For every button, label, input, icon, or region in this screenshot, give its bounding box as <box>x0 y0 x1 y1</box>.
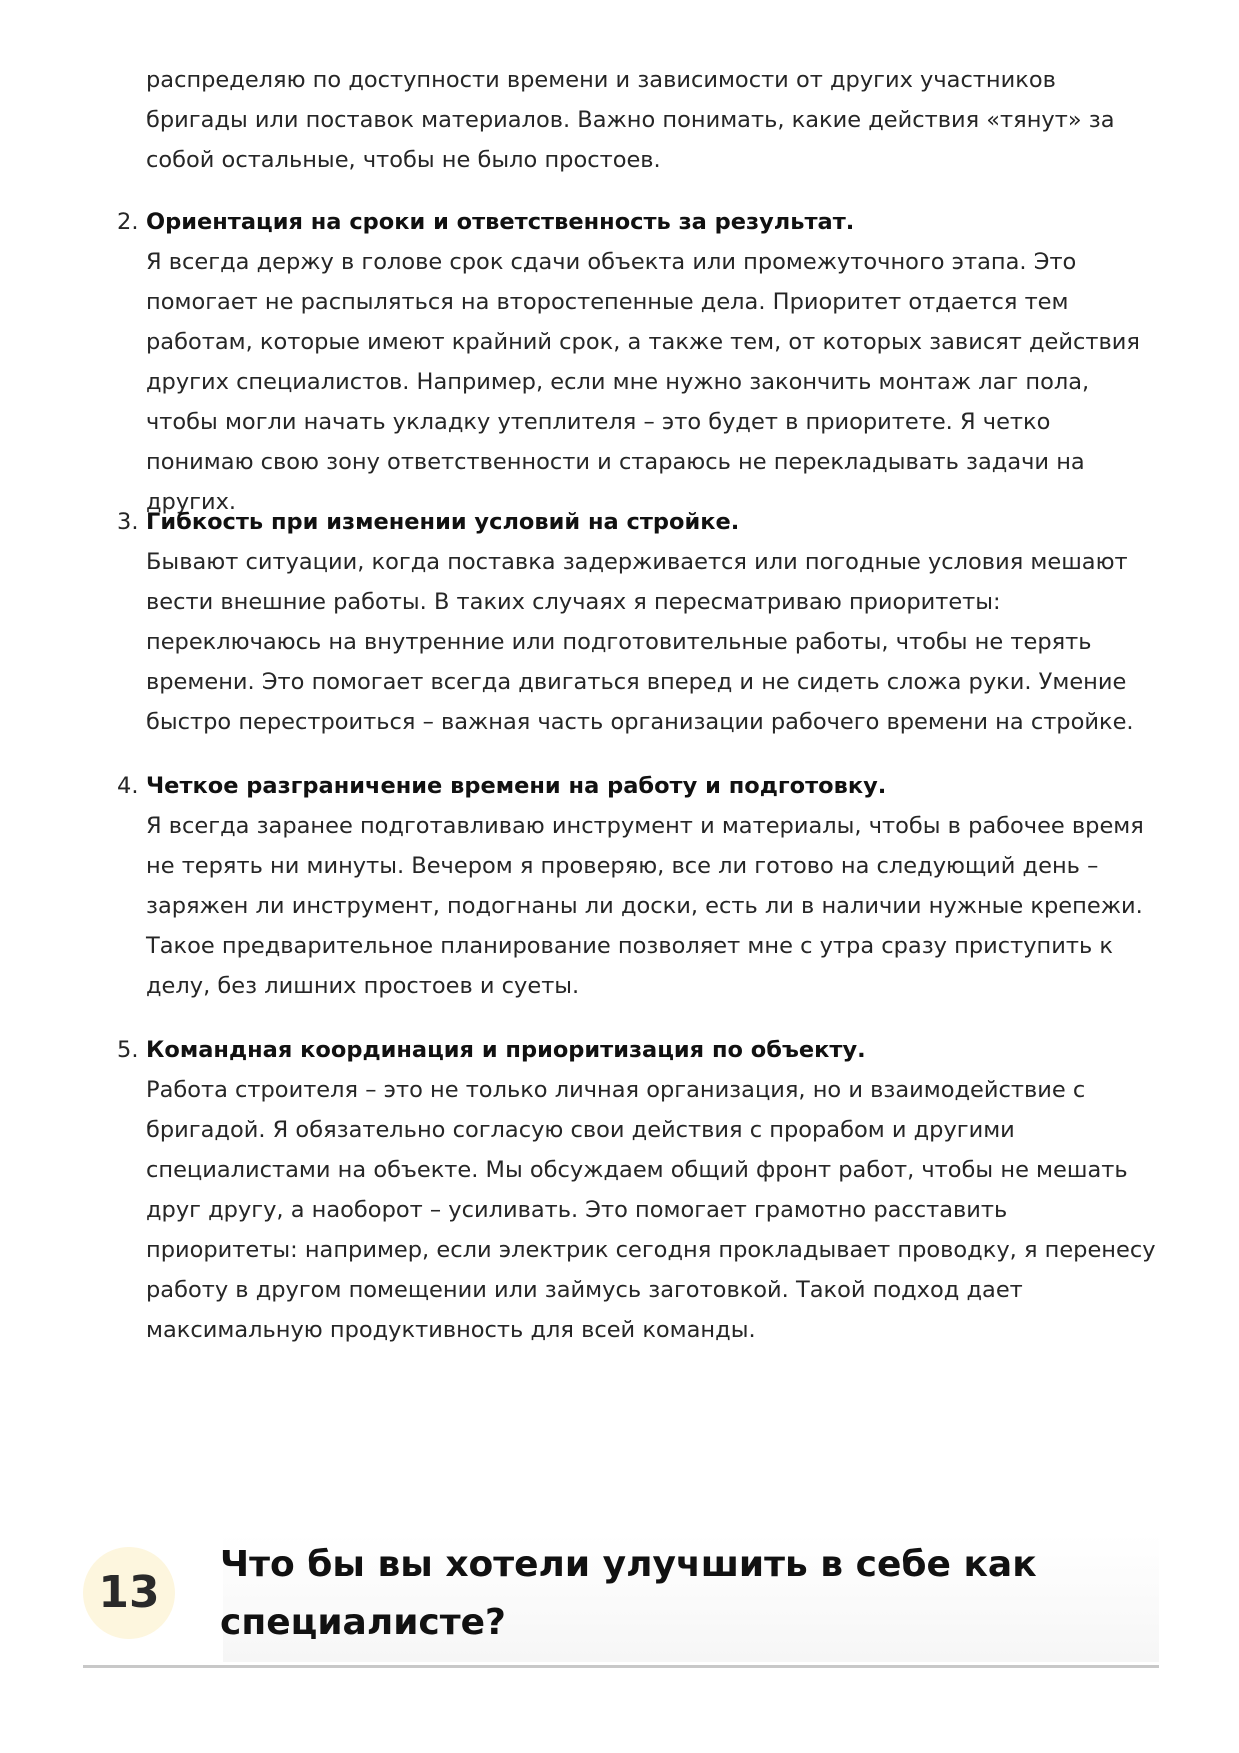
list-item-2 <box>117 202 1156 522</box>
list-item-3 <box>117 502 1156 742</box>
list-item-4 <box>117 766 1156 1006</box>
question-header <box>83 1530 1159 1668</box>
list-item-number: 4. <box>117 773 139 799</box>
list-item-title: Четкое разграничение времени на работу и подготовку. <box>146 773 887 799</box>
list-item-body: Я всегда держу в голове срок сдачи объекта или промежуточного этапа. Это помогает не распыляться на второстепенные дела. Приоритет отдается тем работам, которые имеют крайний срок, а также тем, от которых зависят действия других специалистов. Например, если мне нужно закончить монтаж лаг пола, чтобы могли начать укладку утеплителя – это будет в приоритете. Я четко понимаю свою зону ответственности и стараюсь не перекладывать задачи на других. <box>146 249 1140 515</box>
list-item-title: Гибкость при изменении условий на стройке. <box>146 509 740 535</box>
question-number-badge: 13 <box>83 1547 175 1639</box>
question-title: Что бы вы хотели улучшить в себе как специалисте? <box>220 1544 1037 1643</box>
list-item-body: Я всегда заранее подготавливаю инструмент и материалы, чтобы в рабочее время не терять ни минуты. Вечером я проверяю, все ли готово на следующий день – заряжен ли инструмент, подогнаны ли доски, есть ли в наличии нужные крепежи. Такое предварительное планирование позволяет мне с утра сразу приступить к делу, без лишних простоев и суеты. <box>146 813 1144 999</box>
list-item-number: 5. <box>117 1037 139 1063</box>
question-divider <box>83 1665 1159 1668</box>
list-item-title: Командная координация и приоритизация по объекту. <box>146 1037 866 1063</box>
list-item-number: 2. <box>117 209 139 235</box>
list-item-5 <box>117 1030 1156 1350</box>
list-item-body: Работа строителя – это не только личная организация, но и взаимодействие с бригадой. Я обязательно согласую свои действия с прорабом и другими специалистами на объекте. Мы обсуждаем общий фронт работ, чтобы не мешать друг другу, а наоборот – усиливать. Это помогает грамотно расставить приоритеты: например, если электрик сегодня прокладывает проводку, я перенесу работу в другом помещении или займусь заготовкой. Такой подход дает максимальную продуктивность для всей команды. <box>146 1077 1156 1343</box>
continued-paragraph: распределяю по доступности времени и зависимости от других участников бригады или поставок материалов. Важно понимать, какие действия «тянут» за собой остальные, чтобы не было простоев. <box>146 67 1115 173</box>
list-item-number: 3. <box>117 509 139 535</box>
list-item-body: Бывают ситуации, когда поставка задерживается или погодные условия мешают вести внешние работы. В таких случаях я пересматриваю приоритеты: переключаюсь на внутренние или подготовительные работы, чтобы не терять времени. Это помогает всегда двигаться вперед и не сидеть сложа руки. Умение быстро перестроиться – важная часть организации рабочего времени на стройке. <box>146 549 1134 735</box>
list-item-title: Ориентация на сроки и ответственность за результат. <box>146 209 855 235</box>
